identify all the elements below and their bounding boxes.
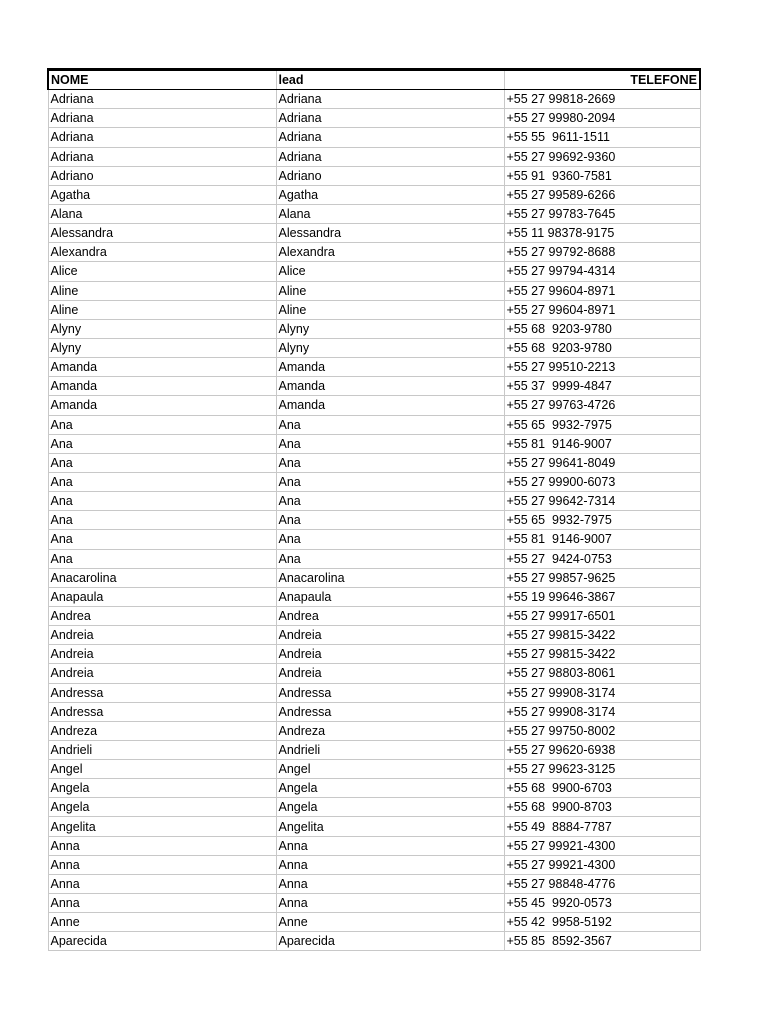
cell-telefone: +55 27 99815-3422: [504, 645, 700, 664]
cell-nome: Angel: [48, 760, 276, 779]
cell-lead: Alessandra: [276, 224, 504, 243]
cell-telefone: +55 27 99921-4300: [504, 855, 700, 874]
cell-lead: Adriano: [276, 166, 504, 185]
cell-telefone: +55 81 9146-9007: [504, 434, 700, 453]
table-row: [48, 779, 700, 798]
table-row: [48, 913, 700, 932]
cell-lead: Andreia: [276, 626, 504, 645]
cell-telefone: +55 27 99980-2094: [504, 109, 700, 128]
cell-nome: Ana: [48, 434, 276, 453]
cell-lead: Amanda: [276, 358, 504, 377]
table-row: [48, 760, 700, 779]
cell-nome: Ana: [48, 472, 276, 491]
table-row: [48, 109, 700, 128]
cell-lead: Amanda: [276, 377, 504, 396]
cell-nome: Ana: [48, 511, 276, 530]
cell-lead: Andreza: [276, 721, 504, 740]
cell-lead: Amanda: [276, 396, 504, 415]
cell-lead: Alexandra: [276, 243, 504, 262]
cell-nome: Adriano: [48, 166, 276, 185]
cell-lead: Agatha: [276, 185, 504, 204]
table-row: [48, 645, 700, 664]
table-row: [48, 568, 700, 587]
table-row: [48, 377, 700, 396]
header-row: [48, 70, 700, 90]
cell-telefone: +55 27 99623-3125: [504, 760, 700, 779]
cell-telefone: +55 27 99818-2669: [504, 90, 700, 109]
cell-lead: Ana: [276, 530, 504, 549]
cell-nome: Adriana: [48, 90, 276, 109]
cell-telefone: +55 27 99783-7645: [504, 204, 700, 223]
table-row: [48, 204, 700, 223]
cell-telefone: +55 19 99646-3867: [504, 587, 700, 606]
cell-nome: Andreza: [48, 721, 276, 740]
table-row: [48, 434, 700, 453]
cell-lead: Anne: [276, 913, 504, 932]
column-header-lead: lead: [276, 70, 504, 90]
cell-telefone: +55 68 9203-9780: [504, 319, 700, 338]
cell-telefone: +55 27 99908-3174: [504, 702, 700, 721]
table-row: [48, 932, 700, 951]
table-row: [48, 492, 700, 511]
table-row: [48, 128, 700, 147]
table-row: [48, 894, 700, 913]
cell-nome: Aparecida: [48, 932, 276, 951]
cell-nome: Angelita: [48, 817, 276, 836]
contacts-sheet: [47, 68, 699, 951]
table-row: [48, 396, 700, 415]
cell-lead: Angela: [276, 798, 504, 817]
cell-lead: Ana: [276, 472, 504, 491]
cell-nome: Andreia: [48, 664, 276, 683]
cell-telefone: +55 27 99921-4300: [504, 836, 700, 855]
cell-lead: Anna: [276, 894, 504, 913]
cell-lead: Ana: [276, 492, 504, 511]
cell-nome: Angela: [48, 779, 276, 798]
cell-nome: Alexandra: [48, 243, 276, 262]
cell-lead: Ana: [276, 511, 504, 530]
table-row: [48, 836, 700, 855]
cell-lead: Andressa: [276, 683, 504, 702]
cell-telefone: +55 68 9900-6703: [504, 779, 700, 798]
table-row: [48, 166, 700, 185]
table-row: [48, 243, 700, 262]
cell-telefone: +55 27 99857-9625: [504, 568, 700, 587]
cell-lead: Angela: [276, 779, 504, 798]
cell-telefone: +55 27 98848-4776: [504, 874, 700, 893]
cell-nome: Amanda: [48, 396, 276, 415]
cell-lead: Adriana: [276, 109, 504, 128]
cell-lead: Andreia: [276, 645, 504, 664]
table-row: [48, 319, 700, 338]
cell-lead: Adriana: [276, 90, 504, 109]
cell-telefone: +55 42 9958-5192: [504, 913, 700, 932]
cell-telefone: +55 11 98378-9175: [504, 224, 700, 243]
table-row: [48, 262, 700, 281]
cell-telefone: +55 27 99604-8971: [504, 281, 700, 300]
cell-nome: Anna: [48, 855, 276, 874]
cell-lead: Ana: [276, 415, 504, 434]
cell-lead: Aparecida: [276, 932, 504, 951]
cell-lead: Alana: [276, 204, 504, 223]
cell-lead: Adriana: [276, 147, 504, 166]
cell-nome: Adriana: [48, 109, 276, 128]
cell-lead: Ana: [276, 434, 504, 453]
cell-telefone: +55 37 9999-4847: [504, 377, 700, 396]
table-row: [48, 281, 700, 300]
table-row: [48, 415, 700, 434]
cell-nome: Angela: [48, 798, 276, 817]
table-row: [48, 855, 700, 874]
cell-lead: Alyny: [276, 338, 504, 357]
cell-telefone: +55 27 99794-4314: [504, 262, 700, 281]
cell-telefone: +55 27 99792-8688: [504, 243, 700, 262]
cell-telefone: +55 27 99604-8971: [504, 300, 700, 319]
table-body: [48, 90, 700, 951]
table-row: [48, 817, 700, 836]
cell-nome: Aline: [48, 300, 276, 319]
cell-lead: Angel: [276, 760, 504, 779]
cell-nome: Adriana: [48, 147, 276, 166]
table-row: [48, 606, 700, 625]
cell-telefone: +55 27 99620-6938: [504, 740, 700, 759]
cell-telefone: +55 27 9424-0753: [504, 549, 700, 568]
table-row: [48, 185, 700, 204]
cell-nome: Anna: [48, 874, 276, 893]
cell-nome: Alyny: [48, 338, 276, 357]
table-row: [48, 530, 700, 549]
cell-nome: Ana: [48, 549, 276, 568]
cell-telefone: +55 27 99642-7314: [504, 492, 700, 511]
cell-nome: Alana: [48, 204, 276, 223]
cell-telefone: +55 85 8592-3567: [504, 932, 700, 951]
cell-nome: Alyny: [48, 319, 276, 338]
cell-telefone: +55 65 9932-7975: [504, 511, 700, 530]
cell-lead: Anapaula: [276, 587, 504, 606]
cell-nome: Andrieli: [48, 740, 276, 759]
table-row: [48, 702, 700, 721]
table-row: [48, 549, 700, 568]
cell-lead: Andrea: [276, 606, 504, 625]
cell-lead: Andrieli: [276, 740, 504, 759]
cell-telefone: +55 27 99692-9360: [504, 147, 700, 166]
cell-telefone: +55 27 99750-8002: [504, 721, 700, 740]
table-row: [48, 683, 700, 702]
cell-lead: Adriana: [276, 128, 504, 147]
table-row: [48, 511, 700, 530]
table-row: [48, 626, 700, 645]
cell-nome: Andressa: [48, 683, 276, 702]
cell-nome: Agatha: [48, 185, 276, 204]
cell-telefone: +55 27 99641-8049: [504, 453, 700, 472]
cell-nome: Anna: [48, 894, 276, 913]
cell-nome: Ana: [48, 415, 276, 434]
cell-nome: Anne: [48, 913, 276, 932]
cell-lead: Anna: [276, 855, 504, 874]
column-header-telefone: TELEFONE: [504, 70, 700, 90]
cell-telefone: +55 27 99900-6073: [504, 472, 700, 491]
table-row: [48, 798, 700, 817]
table-row: [48, 338, 700, 357]
table-row: [48, 90, 700, 109]
cell-nome: Ana: [48, 453, 276, 472]
table-row: [48, 453, 700, 472]
cell-telefone: +55 49 8884-7787: [504, 817, 700, 836]
cell-nome: Anna: [48, 836, 276, 855]
cell-nome: Ana: [48, 530, 276, 549]
cell-nome: Andreia: [48, 626, 276, 645]
cell-telefone: +55 27 99908-3174: [504, 683, 700, 702]
cell-lead: Aline: [276, 300, 504, 319]
cell-lead: Angelita: [276, 817, 504, 836]
table-row: [48, 587, 700, 606]
cell-lead: Anacarolina: [276, 568, 504, 587]
cell-telefone: +55 65 9932-7975: [504, 415, 700, 434]
cell-telefone: +55 68 9203-9780: [504, 338, 700, 357]
cell-telefone: +55 45 9920-0573: [504, 894, 700, 913]
cell-lead: Ana: [276, 549, 504, 568]
cell-nome: Anacarolina: [48, 568, 276, 587]
cell-nome: Alice: [48, 262, 276, 281]
cell-telefone: +55 55 9611-1511: [504, 128, 700, 147]
cell-lead: Andreia: [276, 664, 504, 683]
cell-nome: Andressa: [48, 702, 276, 721]
cell-nome: Adriana: [48, 128, 276, 147]
table-row: [48, 740, 700, 759]
cell-nome: Amanda: [48, 358, 276, 377]
cell-nome: Ana: [48, 492, 276, 511]
table-row: [48, 874, 700, 893]
cell-nome: Amanda: [48, 377, 276, 396]
table-row: [48, 224, 700, 243]
cell-lead: Anna: [276, 874, 504, 893]
cell-telefone: +55 91 9360-7581: [504, 166, 700, 185]
cell-telefone: +55 27 99589-6266: [504, 185, 700, 204]
cell-telefone: +55 81 9146-9007: [504, 530, 700, 549]
cell-nome: Aline: [48, 281, 276, 300]
cell-telefone: +55 68 9900-8703: [504, 798, 700, 817]
cell-telefone: +55 27 99917-6501: [504, 606, 700, 625]
cell-lead: Ana: [276, 453, 504, 472]
cell-lead: Aline: [276, 281, 504, 300]
contacts-table: [47, 68, 701, 951]
table-row: [48, 300, 700, 319]
cell-telefone: +55 27 99510-2213: [504, 358, 700, 377]
cell-lead: Alice: [276, 262, 504, 281]
column-header-nome: NOME: [48, 70, 276, 90]
cell-nome: Andreia: [48, 645, 276, 664]
cell-telefone: +55 27 99763-4726: [504, 396, 700, 415]
cell-telefone: +55 27 99815-3422: [504, 626, 700, 645]
cell-nome: Andrea: [48, 606, 276, 625]
cell-lead: Anna: [276, 836, 504, 855]
table-row: [48, 472, 700, 491]
table-row: [48, 147, 700, 166]
table-header: [48, 70, 700, 90]
table-row: [48, 358, 700, 377]
cell-lead: Alyny: [276, 319, 504, 338]
cell-lead: Andressa: [276, 702, 504, 721]
table-row: [48, 664, 700, 683]
cell-nome: Alessandra: [48, 224, 276, 243]
cell-telefone: +55 27 98803-8061: [504, 664, 700, 683]
cell-nome: Anapaula: [48, 587, 276, 606]
table-row: [48, 721, 700, 740]
